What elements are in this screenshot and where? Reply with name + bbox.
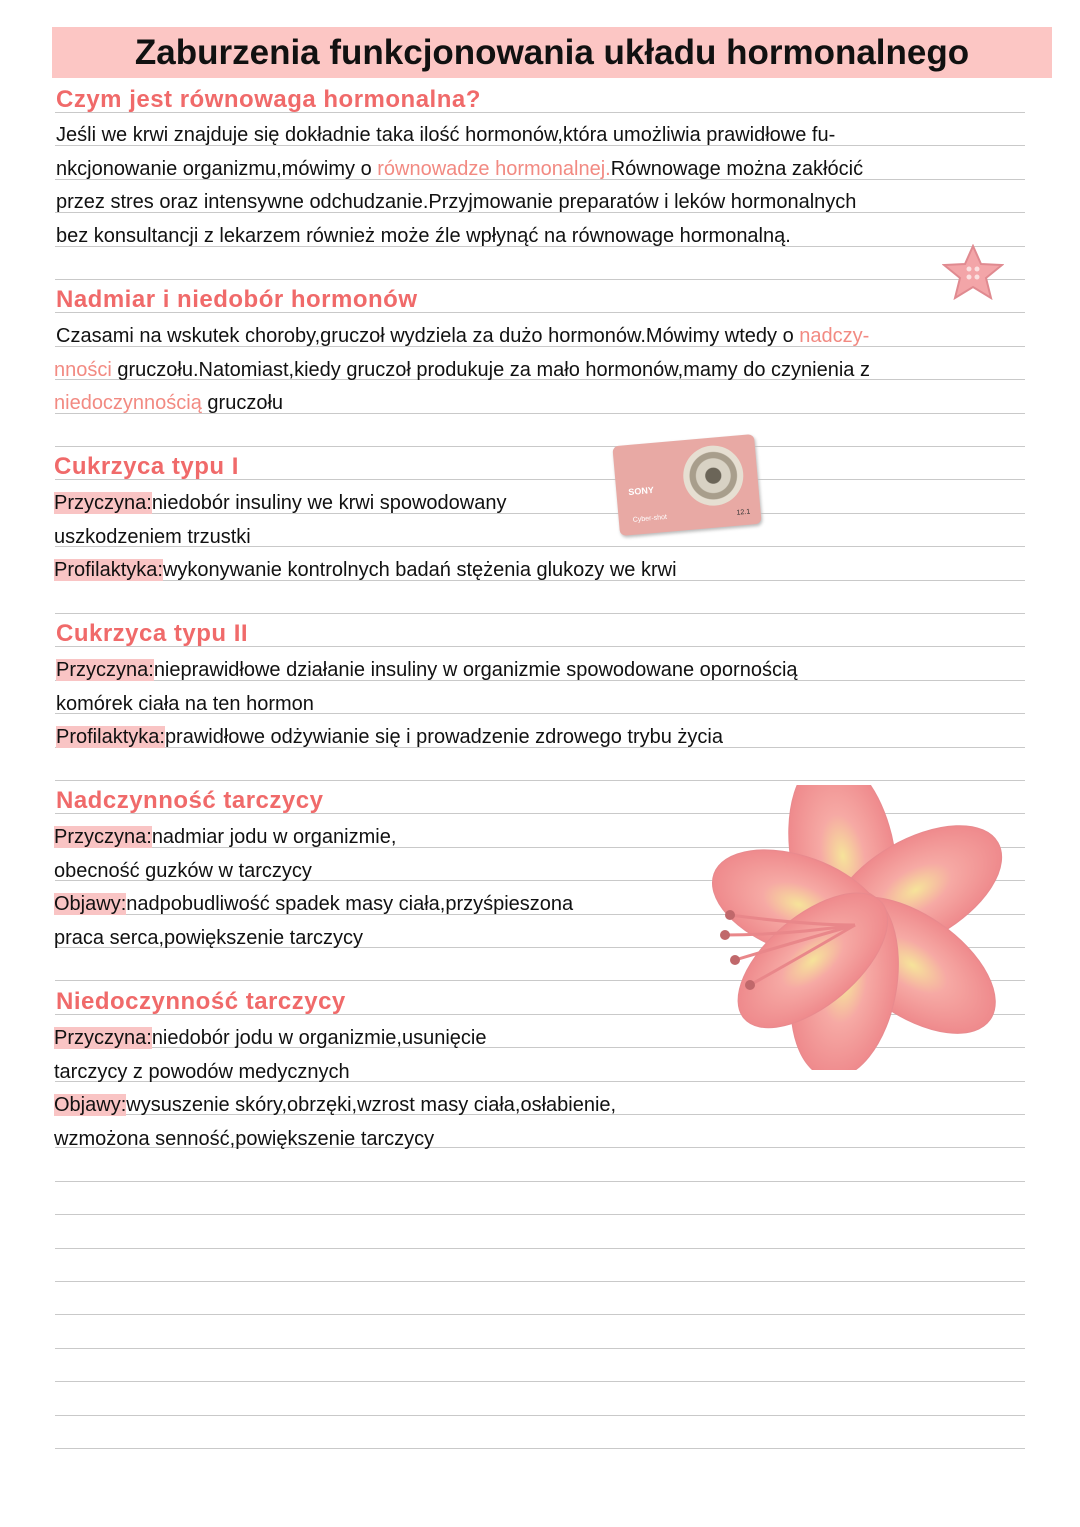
text: gruczołu.Natomiast,kiedy gruczoł produkuje za mało hormonów,mamy do czynienia z — [111, 359, 870, 381]
text-line — [54, 1023, 486, 1053]
text: niedobór jodu w organizmie,usunięcie — [151, 1027, 487, 1049]
section-heading: Niedoczynność tarczycy — [56, 988, 346, 1015]
ruled-line — [55, 1448, 1025, 1449]
text-line — [54, 488, 506, 518]
highlight-term: niedoczynnością — [54, 392, 202, 414]
ruled-line — [55, 1248, 1025, 1249]
camera-sticker — [612, 434, 761, 536]
text-line — [54, 555, 677, 585]
text-line — [56, 154, 863, 184]
label-symptoms: Objawy: — [54, 1094, 127, 1116]
section-heading: Cukrzyca typu I — [54, 453, 239, 480]
text-line: uszkodzeniem trzustki — [54, 526, 251, 548]
ruled-line — [55, 279, 1025, 280]
text: wysuszenie skóry,obrzęki,wzrost masy ciała,osłabienie, — [126, 1094, 617, 1116]
section-heading: Nadczynność tarczycy — [56, 787, 324, 814]
ruled-line — [55, 1214, 1025, 1215]
highlight-term: równowadze hormonalnej. — [377, 158, 611, 180]
label-cause: Przyczyna: — [56, 659, 154, 681]
camera-brand: SONY — [627, 484, 655, 498]
text: nadmiar jodu w organizmie, — [151, 826, 397, 848]
text-line: praca serca,powiększenie tarczycy — [54, 927, 364, 949]
section-heading: Cukrzyca typu II — [56, 620, 249, 647]
ruled-line — [55, 1181, 1025, 1182]
text: gruczołu — [201, 392, 284, 414]
label-symptoms: Objawy: — [54, 893, 127, 915]
ruled-line — [55, 613, 1025, 614]
text-line — [56, 321, 869, 351]
text-line — [54, 822, 396, 852]
text: nadpobudliwość spadek masy ciała,przyśpieszona — [126, 893, 574, 915]
text-line: Jeśli we krwi znajduje się dokładnie taka ilość hormonów,która umożliwia prawidłowe fu- — [56, 124, 836, 146]
camera-megapixels: 12.1 — [736, 508, 751, 517]
text-line — [54, 355, 870, 385]
text: Czasami na wskutek choroby,gruczoł wydziela za dużo hormonów.Mówimy wtedy o — [56, 325, 800, 347]
camera-model: Cyber-shot — [632, 513, 668, 524]
label-prevention: Profilaktyka: — [56, 726, 165, 748]
text: Równowage można zakłócić — [610, 158, 864, 180]
ruled-line — [55, 1348, 1025, 1349]
text-line: tarczycy z powodów medycznych — [54, 1061, 350, 1083]
highlight-term: nadczy- — [799, 325, 870, 347]
text-line — [54, 889, 573, 919]
text-line — [54, 1090, 616, 1120]
text-line: komórek ciała na ten hormon — [56, 693, 314, 715]
label-prevention: Profilaktyka: — [54, 559, 163, 581]
ruled-line — [55, 1381, 1025, 1382]
text: nieprawidłowe działanie insuliny w organizmie spowodowane opornością — [153, 659, 798, 681]
text-line: obecność guzków w tarczycy — [54, 860, 312, 882]
label-cause: Przyczyna: — [54, 826, 152, 848]
section-heading: Nadmiar i niedobór hormonów — [56, 286, 418, 313]
label-cause: Przyczyna: — [54, 1027, 152, 1049]
star-button-sticker — [942, 244, 1004, 300]
page-title: Zaburzenia funkcjonowania układu hormonalnego — [134, 33, 970, 72]
text-line: bez konsultancji z lekarzem również może źle wpłynąć na równowage hormonalną. — [56, 225, 791, 247]
text: niedobór insuliny we krwi spowodowany — [151, 492, 507, 514]
ruled-line — [55, 780, 1025, 781]
text-line — [56, 655, 798, 685]
text-line — [54, 388, 283, 418]
text-line — [56, 722, 723, 752]
label-cause: Przyczyna: — [54, 492, 152, 514]
lily-flower-image — [695, 785, 1010, 1070]
text: wykonywanie kontrolnych badań stężenia glukozy we krwi — [162, 559, 677, 581]
text-line: przez stres oraz intensywne odchudzanie.Przyjmowanie preparatów i leków hormonalnych — [56, 191, 857, 213]
ruled-line — [55, 1281, 1025, 1282]
ruled-line — [55, 1415, 1025, 1416]
camera-lens — [681, 443, 746, 508]
section-heading: Czym jest równowaga hormonalna? — [56, 86, 481, 113]
ruled-line — [55, 1314, 1025, 1315]
ruled-line — [55, 446, 1025, 447]
text-line: wzmożona senność,powiększenie tarczycy — [54, 1128, 435, 1150]
text: nkcjonowanie organizmu,mówimy o — [56, 158, 378, 180]
highlight-term: nności — [54, 359, 112, 381]
text: prawidłowe odżywianie się i prowadzenie zdrowego trybu życia — [164, 726, 723, 748]
